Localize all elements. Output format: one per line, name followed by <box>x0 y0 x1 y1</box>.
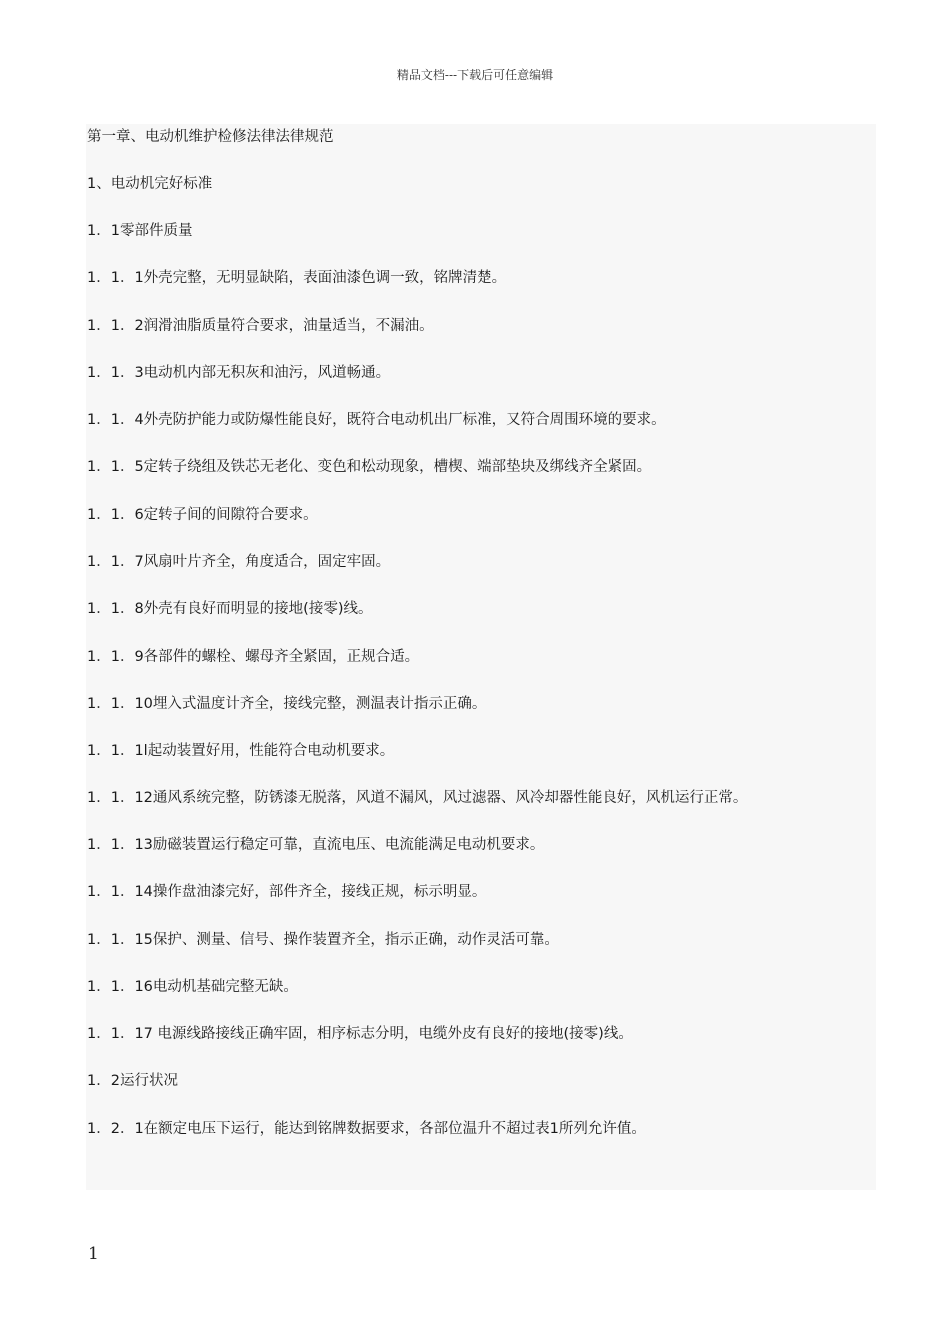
list-item: 1．1．2润滑油脂质量符合要求，油量适当，不漏油。 <box>87 318 434 334</box>
list-item: 1．1．13励磁装置运行稳定可靠，直流电压、电流能满足电动机要求。 <box>87 837 545 853</box>
page-number: 1 <box>88 1244 99 1264</box>
list-item: 1．1．4外壳防护能力或防爆性能良好，既符合电动机出厂标准，又符合周围环境的要求。 <box>87 412 666 428</box>
list-item: 1．1．7风扇叶片齐全，角度适合，固定牢固。 <box>87 554 391 570</box>
list-item: 1．1．16电动机基础完整无缺。 <box>87 979 298 995</box>
subsection-heading: 1．2运行状况 <box>87 1073 178 1089</box>
subsection-heading: 1．1零部件质量 <box>87 223 193 239</box>
list-item: 1．1．10埋入式温度计齐全，接线完整，测温表计指示正确。 <box>87 696 487 712</box>
page-header: 精品文档---下载后可任意编辑 <box>396 68 554 82</box>
list-item: 1．1．12通风系统完整，防锈漆无脱落，风道不漏风，风过滤器、风冷却器性能良好，风机运行正常。 <box>87 790 748 806</box>
list-item: 1．1．8外壳有良好而明显的接地(接零)线。 <box>87 601 373 617</box>
list-item: 1．1．14操作盘油漆完好，部件齐全，接线正规，标示明显。 <box>87 884 487 900</box>
list-item: 1．1．3电动机内部无积灰和油污，风道畅通。 <box>87 365 391 381</box>
list-item: 1．2．1在额定电压下运行，能达到铭牌数据要求，各部位温升不超过表1所列允许值。 <box>87 1121 646 1137</box>
list-item: 1．1．17 电源线路接线正确牢固，相序标志分明，电缆外皮有良好的接地(接零)线。 <box>87 1026 633 1042</box>
section-heading: 1、电动机完好标准 <box>87 176 213 192</box>
list-item: 1．1．9各部件的螺栓、螺母齐全紧固，正规合适。 <box>87 649 420 665</box>
chapter-title: 第一章、电动机维护检修法律法律规范 <box>87 129 334 145</box>
list-item: 1．1．5定转子绕组及铁芯无老化、变色和松动现象，槽楔、端部垫块及绑线齐全紧固。 <box>87 459 652 475</box>
list-item: 1．1．1l起动装置好用，性能符合电动机要求。 <box>87 743 395 759</box>
list-item: 1．1．15保护、测量、信号、操作装置齐全，指示正确，动作灵活可靠。 <box>87 932 559 948</box>
list-item: 1．1．6定转子间的间隙符合要求。 <box>87 507 318 523</box>
list-item: 1．1．1外壳完整，无明显缺陷，表面油漆色调一致，铭牌清楚。 <box>87 270 507 286</box>
